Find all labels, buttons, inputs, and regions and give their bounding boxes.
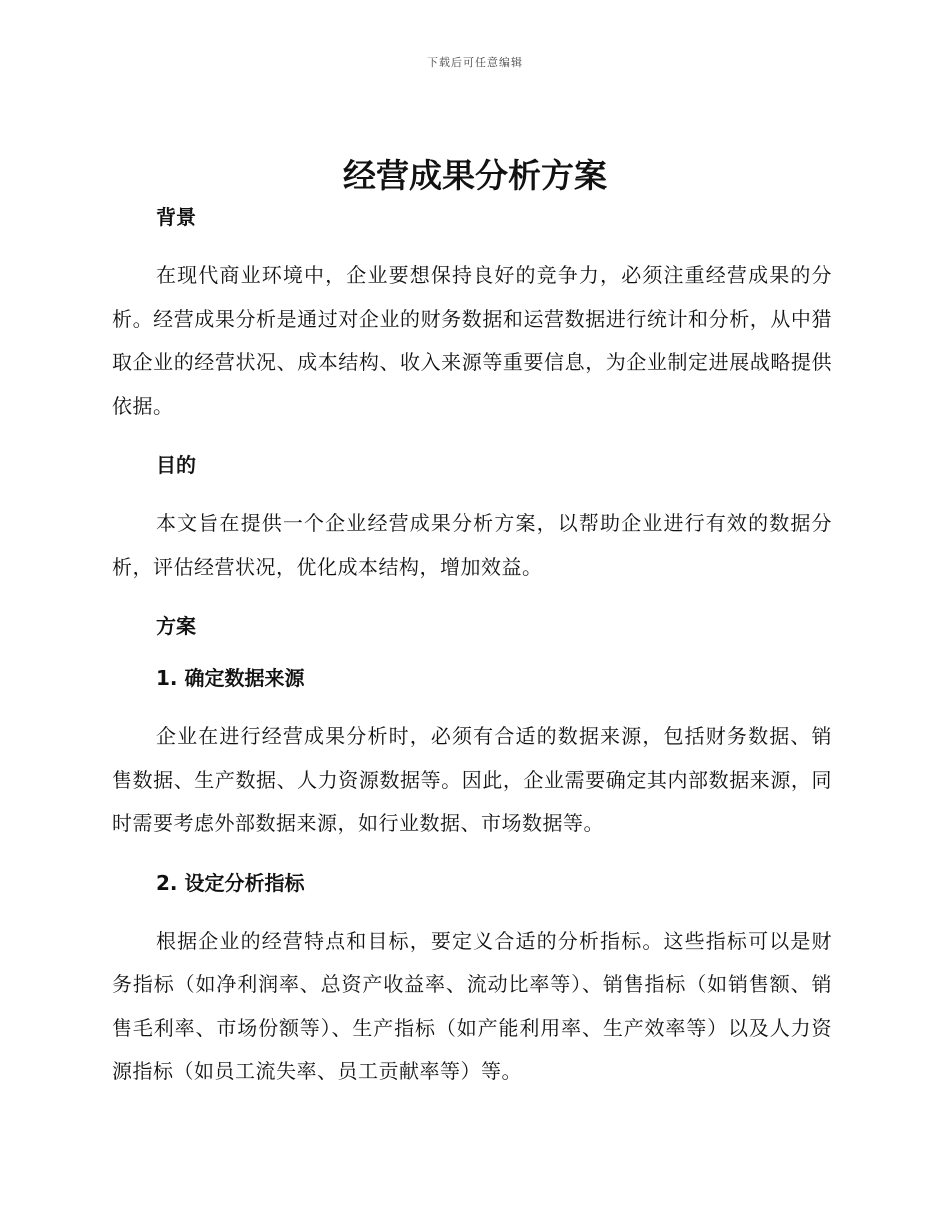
header-note: 下载后可任意编辑 xyxy=(427,56,523,69)
paragraph-background: 在现代商业环境中，企业要想保持良好的竞争力，必须注重经营成果的分析。经营成果分析是通过对企业的财务数据和运营数据进行统计和分析，从中猎取企业的经营状况、成本结构、收入来源等重要信息，为企业制定进展战略提供依据。 xyxy=(112,263,832,418)
section-plan xyxy=(112,611,832,1094)
section-heading-background: 背景 xyxy=(156,205,196,229)
step-heading-analysis-indicators: 2. 设定分析指标 xyxy=(156,870,305,895)
paragraph-purpose: 本文旨在提供一个企业经营成果分析方案，以帮助企业进行有效的数据分析，评估经营状况，优化成本结构，增加效益。 xyxy=(112,511,832,579)
paragraph-data-sources: 企业在进行经营成果分析时，必须有合适的数据来源，包括财务数据、销售数据、生产数据、人力资源数据等。因此，企业需要确定其内部数据来源，同时需要考虑外部数据来源，如行业数据、市场数据等。 xyxy=(112,724,832,835)
step-heading-data-sources: 1. 确定数据来源 xyxy=(156,666,305,690)
section-purpose xyxy=(112,450,832,589)
paragraph-analysis-indicators: 根据企业的经营特点和目标，要定义合适的分析指标。这些指标可以是财务指标（如净利润率、总资产收益率、流动比率等）、销售指标（如销售额、销售毛利率、市场份额等）、生产指标（如产能利用率、生产效率等）以及人力资源指标（如员工流失率、员工贡献率等）等。 xyxy=(112,928,832,1083)
section-heading-plan: 方案 xyxy=(156,614,196,638)
document-body xyxy=(112,202,832,1094)
document-title: 经营成果分析方案 xyxy=(343,156,607,195)
section-background xyxy=(112,202,832,428)
section-heading-purpose: 目的 xyxy=(156,453,196,477)
